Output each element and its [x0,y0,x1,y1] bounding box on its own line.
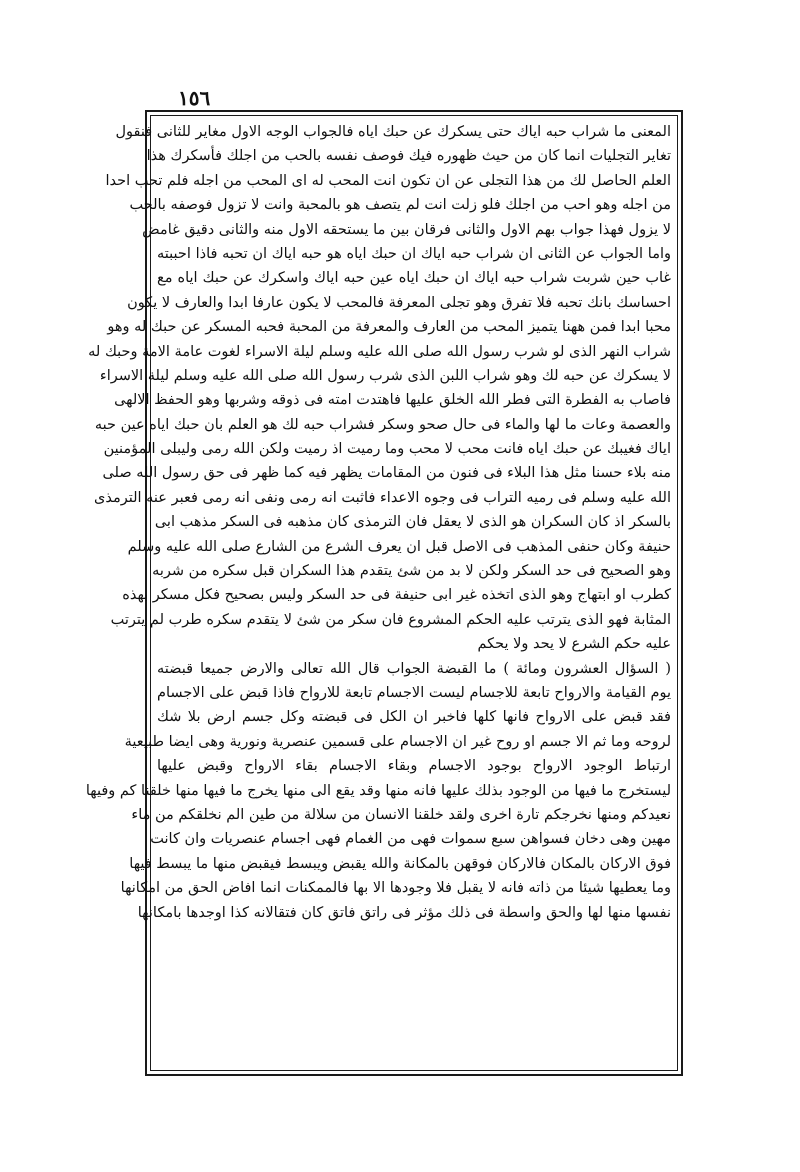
text-line: المعنى ما شراب حبه اياك حتى يسكرك عن حبك اياه فالجواب الوجه الاول مغاير للثانى فنقول [115,124,671,140]
text-line: اياك فغيبك عن حبك اياه فانت محب لا محب وما رميت اذ رميت ولكن الله رمى وليبلى المؤمنين [103,441,671,458]
text-line: فقد قبض على الارواح فانها كلها فاخبر ان الكل فى قبضته وكل جسم ارض بلا شك [157,709,671,726]
text-line: والعصمة وعات ما لها والماء فى حال صحو وسكر فشراب حبه لك هو العلم بان حبك اياه عين حبه [94,416,671,433]
text-line: واما الجواب عن الثانى ان شراب حبه اياك ان حبك اياه هو حبه اياك ان تحبه فاذا احببته [157,245,671,262]
text-line: تغاير التجليات انما كان من حيث ظهوره فيك فوصف نفسه بالحب من اجلك فأسكرك هذا [146,148,671,165]
text-frame [85,110,683,1076]
text-line: غاب حين شربت شراب حبه اياك ان حبك اياه عين حبه اياك واسكرك عن حبك اياه مع [157,270,671,287]
text-line: الله عليه وسلم فى رميه التراب فى وجوه الاعداء فاثبت انه رمى ونفى انه رمى فعبر عنه الترمذى [94,489,671,506]
text-line: فاصاب به الفطرة التى فطر الله الخلق عليها فاهتدت امته فى ذوقه وشربها وهو الحفظ الالهى [114,392,671,409]
text-line: المثابة فهو الذى يترتب عليه الحكم المشروع فان سكر من شئ لا يتقدم سكره طرب لم يترتب [110,611,671,628]
text-line: ارتباط الوجود الارواح بوجود الاجسام وبقاء الاجسام بقاء الارواح وقبض عليها [157,758,671,775]
text-line: حنيفة وكان حنفى المذهب فى الاصل قبل ان يعرف الشرع من الشارع صلى الله عليه وسلم [127,538,671,555]
text-line: لا يزول فهذا جواب بهم الاول والثانى فرقان بين ما يستحقه الاول منه والثانى دقيق غامض [142,221,671,238]
text-line: مهين وهى دخان فسواهن سبع سموات فهى من الغمام فهى اجسام عنصريات وان كانت [150,831,671,848]
text-line: شراب النهر الذى لو شرب رسول الله صلى الله عليه وسلم ليلة الاسراء لغوت عامة الامة وحبك له [88,343,671,360]
text-line: لا يسكرك عن حبه لك وهو شراب اللبن الذى شرب رسول الله صلى الله عليه وسلم ليلة الاسراء [99,367,671,384]
text-line: لروحه وما ثم الا جسم او روح غير ان الاجسام على قسمين عنصرية ونورية وهى ايضا طبيعية [124,733,671,750]
text-line: يوم القيامة والارواح تابعة للاجسام ليست الاجسام تابعة للارواح فاذا قبض على الاجسام [157,684,671,701]
text-line: نفسها منها لها والحق واسطة فى ذلك مؤثر فى راتق فاتق كان فتقالانه كذا اوجدها بامكانها [137,904,671,921]
text-line: العلم الحاصل لك من هذا التجلى عن ان تكون انت المحب له اى المحب من اجله فلم تحب احدا [105,172,671,189]
text-line: منه بلاء حسنا مثل هذا البلاء فى فنون من المقامات يظهر فيه كما ظهر فى حق رسول الله صلى [102,465,671,482]
text-line: كطرب او ابتهاج وهو الذى اتخذه غير ابى حنيفة فى حد السكر وليس بصحيح فكل مسكر بهذه [122,587,671,604]
page-number: ١٥٦ [178,86,211,110]
text-body [85,120,671,1066]
text-line: نعيدكم ومنها نخرجكم تارة اخرى ولقد خلقنا الانسان من سلالة من طين الم نخلقكم من ماء [131,806,671,823]
text-line: ليستخرج ما فيها من الوجود بذلك عليها فانه منها وقد يقع الى منها يخرج ما فيها منها خلقنا كم وفيها [85,782,671,799]
text-line: فوق الاركان بالمكان فالاركان فوقهن بالمكانة والله يقبض ويبسط فيقبض منها ما يبسط فيها [129,855,671,872]
text-line: محبا ابدا فمن ههنا يتميز المحب من العارف والمعرفة من المحبة فحبه المسكر عن حبك له وهو [107,319,671,336]
text-line: عليه حكم الشرع لا يحد ولا يحكم [477,636,671,653]
text-line: وما يعطيها شيئا من ذاته فانه لا يقبل فلا وجودها الا بها فالممكنات انما افاض الحق من امكانها [120,880,671,897]
text-line: احساسك بانك تحبه فلا تفرق وهو تجلى المعرفة فالمحب لا يكون عارفا ابدا والعارف لا يكون [127,294,671,311]
text-line: من اجله وهو احب من اجلك فلو زلت انت لم يتصف هو بالمحبة وانت لا تزول فوصفه بالحب [129,197,671,214]
text-line: بالسكر اذ كان السكران هو الذى لا يعقل فان الترمذى كان مذهبه فى السكر مذهب ابى [154,514,671,531]
text-line: وهو الصحيح فى حد السكر ولكن لا بد من شئ يتقدم هذا السكران قبل سكره من شربه [152,563,671,580]
text-line: ( السؤال العشرون ومائة ) ما القبضة الجواب قال الله تعالى والارض جميعا قبضته [157,660,671,677]
